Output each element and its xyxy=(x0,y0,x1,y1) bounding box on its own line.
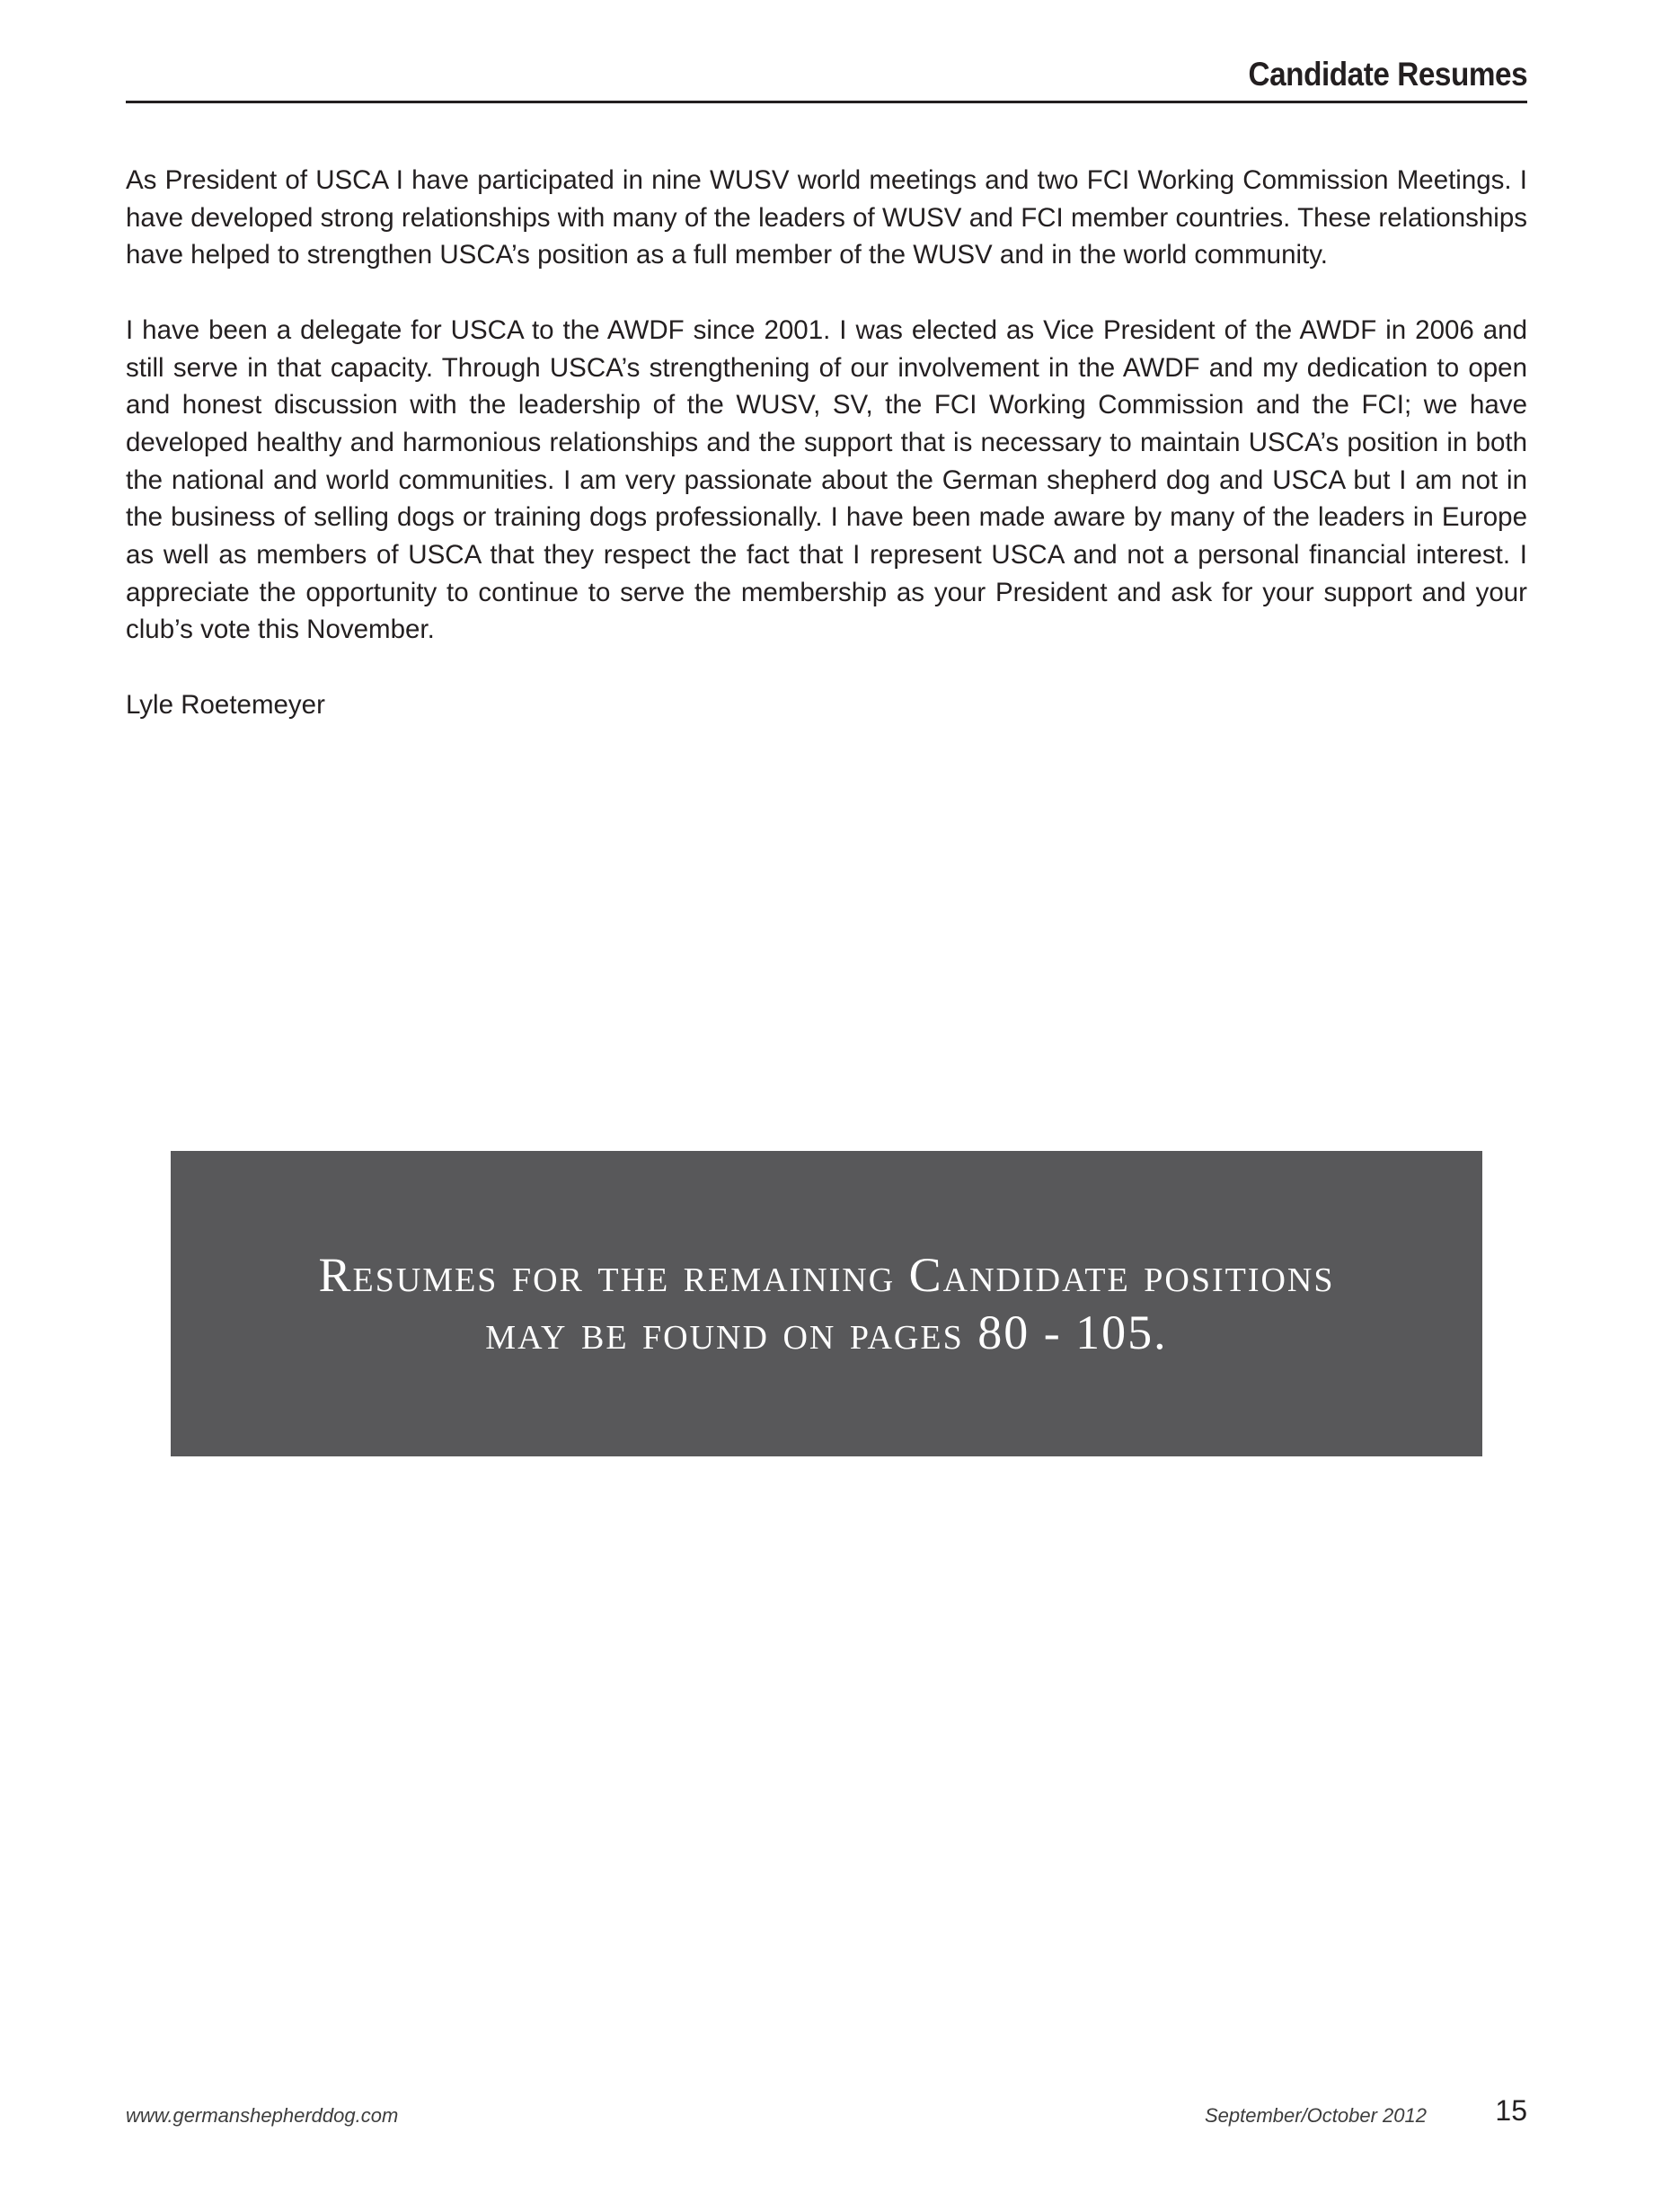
header-divider xyxy=(126,101,1527,103)
section-title: Candidate Resumes xyxy=(1248,56,1527,93)
article-body xyxy=(126,162,1527,761)
article-paragraph-1: As President of USCA I have participated in nine WUSV world meetings and two FCI Working Commission Meetings. I have developed strong relationships with many of the leaders of WUSV and FCI member countries. These relationships have helped to strengthen USCA’s position as a full member of the WUSV and in the world community. xyxy=(126,165,1527,270)
notice-box xyxy=(171,1151,1482,1456)
footer-website: www.germanshepherddog.com xyxy=(126,2104,399,2127)
article-paragraph-2: I have been a delegate for USCA to the AWDF since 2001. I was elected as Vice President of the AWDF in 2006 and still serve in that capacity. Through USCA’s strengthening of our involvement in the AWDF and my dedication to open and honest discussion with the leadership of the WUSV, SV, the FCI Working Commission and the FCI; we have developed healthy and harmonious relationships and the support that is necessary to maintain USCA’s position in both the national and world communities. I am very passionate about the German shepherd dog and USCA but I am not in the business of selling dogs or training dogs professionally. I have been made aware by many of the leaders in Europe as well as members of USCA that they respect the fact that I represent USCA and not a personal financial interest. I appreciate the opportunity to continue to serve the membership as your President and ask for your support and your club’s vote this November. xyxy=(126,314,1527,645)
author-signature: Lyle Roetemeyer xyxy=(126,689,325,720)
notice-text: Resumes for the remaining Candidate positions may be found on pages 80 - 105. xyxy=(318,1248,1335,1359)
page-number: 15 xyxy=(1495,2094,1527,2127)
footer-issue-date: September/October 2012 xyxy=(1204,2104,1427,2127)
